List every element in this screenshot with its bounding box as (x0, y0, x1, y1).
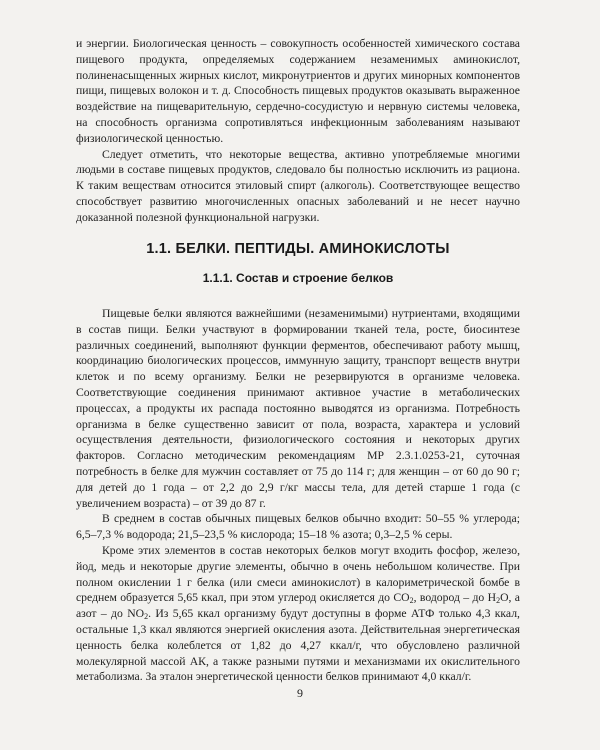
section-heading: 1.1. БЕЛКИ. ПЕПТИДЫ. АМИНОКИСЛОТЫ (146, 241, 450, 257)
paragraph: Следует отметить, что некоторые вещества, активно употребляемые многими людьми в составе пищевых продуктов, следовало бы полностью исключить из рациона. К таким веществам относится этиловый спирт (алкоголь). Соответствующее вещество способствует развитию многочисленных опасных заболеваний и не несет научно доказанной полезной функциональной нагрузки. (76, 147, 520, 224)
text-run: . Из 5,65 ккал организму будут доступны в форме АТФ только 4,3 ккал, остальные 1,3 ккал являются энергией окисления азота. Действительная энергетическая ценность белка колеблется от 1,82 до 4,27 ккал/г, что обусловлено различной молекулярной массой АК, а также разными путями и механизмами их окислительного метаболизма. За эталон энергетической ценности белков принимают 4,0 ккал/г. (76, 607, 520, 684)
intro-text (76, 36, 520, 226)
subsection-heading: 1.1.1. Состав и строение белков (202, 271, 394, 285)
paragraph: и энергии. Биологическая ценность – совокупность особенностей химического состава пищевого продукта, определяемых содержанием незаменимых аминокислот, полиненасыщенных жирных кислот, микронутриентов и других минорных компонентов пищи, пищевых волокон и т. д. Способность пищевых продуктов оказывать выраженное воздействие на пищеварительную, сердечно-сосудистую и нервную системы человека, на способность организма сопротивляться инфекционным заболеваниям называют физиологической ценностью. (76, 37, 520, 145)
paragraph (76, 543, 520, 685)
subscript: 2 (409, 596, 414, 606)
paragraph: В среднем в состав обычных пищевых белков обычно входит: 50–55 % углерода; 6,5–7,3 % водорода; 21,5–23,5 % кислорода; 15–18 % азота; 0,3–2,5 % серы. (76, 512, 520, 542)
subscript: 2 (496, 596, 501, 606)
text-run: Кроме этих элементов в состав некоторых белков могут входить фосфор, железо, йод, медь и некоторые другие элементы, обычно в очень небольшом количестве. При полном окислении 1 г белка (или смеси аминокислот) в калориметрической бомбе в среднем образуется 5,65 ккал, при этом углерод окисляется до CO (76, 543, 520, 605)
paragraph: Пищевые белки являются важнейшими (незаменимыми) нутриентами, входящими в состав пищи. Белки участвуют в формировании тканей тела, росте, биосинтезе различных соединений, выполняют функции ферментов, обеспечивают работу мышц, координацию биологических процессов, иммунную защиту, транспорт веществ внутри клеток и по всему организму. Белки не резервируются в организме человека. Соответствующие соединения принимают активное участие в метаболических процессах, а продукты их распада постоянно выводятся из организма. Потребность организма в белке существенно зависит от пола, возраста, характера и условий осуществления деятельности, физиологического состояния и некоторых других факторов. Согласно методическим рекомендациям МР 2.3.1.0253-21, суточная потребность в белке для мужчин составляет от 75 до 114 г; для женщин – от 60 до 90 г; для детей до 1 года – от 2,2 до 2,9 г/кг массы тела, для детей старше 1 года (с увеличением возраста) – от 39 до 87 г. (76, 307, 520, 510)
text-run: O, а азот – до NO (76, 591, 520, 621)
text-run: , водород – до H (413, 591, 497, 605)
page-number: 9 (297, 686, 303, 700)
subscript: 2 (144, 612, 149, 622)
body-text (76, 306, 520, 685)
